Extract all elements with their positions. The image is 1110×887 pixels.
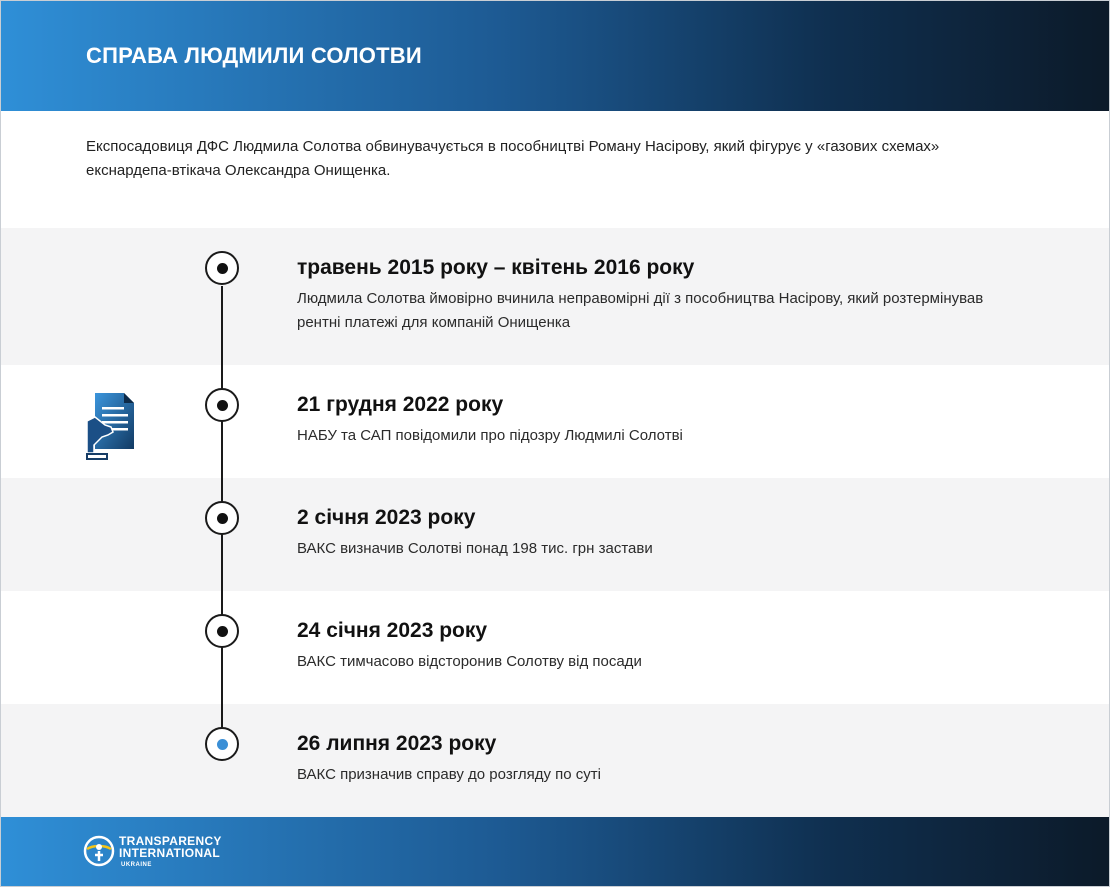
event-date: 26 липня 2023 року <box>297 732 497 755</box>
intro-text: Експосадовиця ДФС Людмила Солотва обвинувачується в пособництві Роману Насірову, який фігурує у «газових схемах» екснардепа-втікача Олександра Онищенка. <box>86 138 940 179</box>
transparency-international-logo <box>83 833 243 873</box>
event-date: 21 грудня 2022 року <box>297 393 504 416</box>
timeline-node <box>205 251 239 285</box>
timeline-row-3 <box>1 478 1109 591</box>
timeline-row-4 <box>1 591 1109 704</box>
event-description: ВАКС визначив Солотві понад 198 тис. грн застави <box>297 540 653 557</box>
page-title: СПРАВА ЛЮДМИЛИ СОЛОТВИ <box>86 43 422 68</box>
timeline-dot <box>217 626 228 637</box>
event-date: травень 2015 року – квітень 2016 року <box>297 256 695 279</box>
timeline-node <box>205 614 239 648</box>
timeline-node-current <box>205 727 239 761</box>
timeline-dot <box>217 513 228 524</box>
timeline-dot-active <box>217 739 228 750</box>
timeline-row-2 <box>1 365 1109 478</box>
timeline-row-5 <box>1 704 1109 817</box>
event-date: 2 січня 2023 року <box>297 506 476 529</box>
timeline-node <box>205 501 239 535</box>
timeline-dot <box>217 400 228 411</box>
event-description: ВАКС тимчасово відсторонив Солотву від посади <box>297 653 642 670</box>
event-description: ВАКС призначив справу до розгляду по суті <box>297 766 601 783</box>
event-description: НАБУ та САП повідомили про підозру Людмилі Солотві <box>297 427 683 444</box>
transparency-international-logo-icon <box>83 835 115 867</box>
logo-line-2: INTERNATIONAL <box>119 846 221 860</box>
timeline-dot <box>217 263 228 274</box>
event-description: Людмила Солотва ймовірно вчинила неправомірні дії з пособництва Насірову, який розтермінував рентні платежі для компаній Онищенка <box>297 290 984 331</box>
logo-line-3: UKRAINE <box>121 862 152 868</box>
event-date: 24 січня 2023 року <box>297 619 488 642</box>
logo-line-1: TRANSPARENCY <box>119 834 222 848</box>
header-banner <box>1 1 1109 111</box>
document-hand-icon <box>84 391 136 463</box>
logo-text <box>119 835 222 871</box>
timeline-node <box>205 388 239 422</box>
